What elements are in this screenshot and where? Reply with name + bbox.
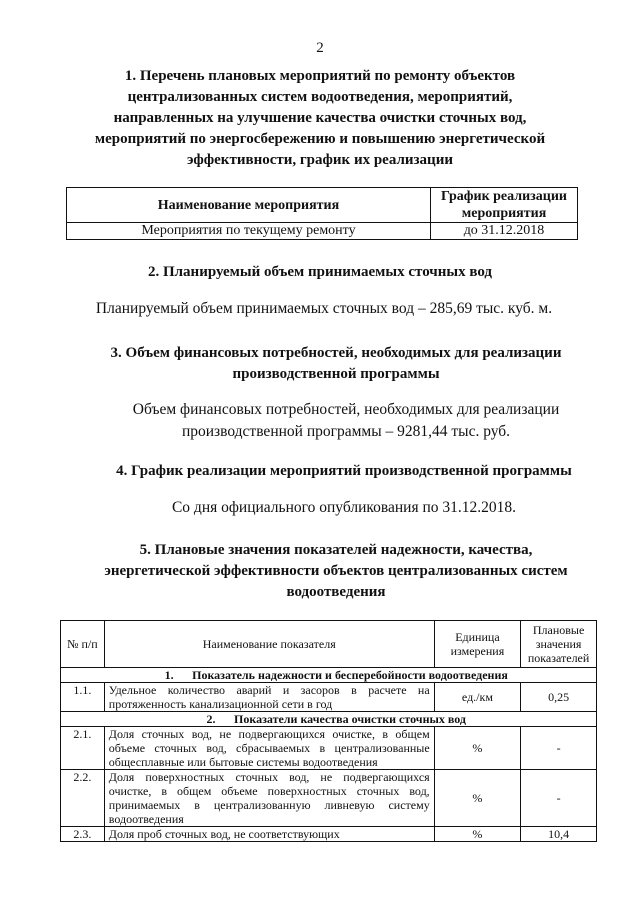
section-5-heading-line: водоотведения xyxy=(286,584,386,600)
indicator-name: Удельное количество аварий и засоров в расчете на протяженность канализационной сети в год xyxy=(104,683,434,712)
section-1-heading-line: мероприятий по энергосбережению и повышению энергетической xyxy=(94,131,546,147)
indicator-value: - xyxy=(521,770,597,827)
indicator-unit: % xyxy=(434,727,520,770)
page-number: 2 xyxy=(316,40,324,56)
col-unit: Единица измерения xyxy=(434,621,520,668)
activities-table xyxy=(66,187,578,240)
section-3-text-line: Объем финансовых потребностей, необходимых для реализации xyxy=(132,401,560,418)
table-row xyxy=(61,683,597,712)
group-row xyxy=(61,712,597,727)
indicator-unit: % xyxy=(434,827,520,842)
section-3-heading xyxy=(16,343,640,385)
section-1-heading-line: направленных на улучшение качества очистки сточных вод, xyxy=(113,110,527,126)
indicator-name: Доля проб сточных вод, не соответствующих xyxy=(104,827,434,842)
group-1-cell xyxy=(61,668,597,683)
table-row xyxy=(61,827,597,842)
row-number: 2.3. xyxy=(61,827,105,842)
row-number: 1.1. xyxy=(61,683,105,712)
col-indicator-name: Наименование показателя xyxy=(104,621,434,668)
section-5-heading xyxy=(16,540,640,603)
indicator-value: - xyxy=(521,727,597,770)
activity-name-cell: Мероприятия по текущему ремонту xyxy=(67,223,431,240)
table-row xyxy=(61,727,597,770)
section-4-heading: 4. График реализации мероприятий производственной программы xyxy=(116,463,572,479)
row-number: 2.2. xyxy=(61,770,105,827)
group-1-title: Показатель надежности и бесперебойности водоотведения xyxy=(192,668,508,682)
table-row xyxy=(67,223,578,240)
indicators-table xyxy=(60,620,597,842)
section-3-heading-line: 3. Объем финансовых потребностей, необходимых для реализации xyxy=(110,345,562,361)
group-2-number: 2. xyxy=(206,712,216,726)
section-1-heading-line: централизованных систем водоотведения, мероприятий, xyxy=(127,89,513,105)
section-4-text: Со дня официального опубликования по 31.12.2018. xyxy=(171,499,517,516)
indicator-value: 0,25 xyxy=(521,683,597,712)
section-5-heading-line: энергетической эффективности объектов централизованных систем xyxy=(104,563,568,579)
indicator-name: Доля поверхностных сточных вод, не подвергающихся очистке, в общем объеме поверхностных сточных вод, принимаемых в централизованную ливневую систему водоотведения xyxy=(104,770,434,827)
group-2-title: Показатели качества очистки сточных вод xyxy=(234,712,466,726)
section-3-heading-line: производственной программы xyxy=(232,366,440,382)
col-activity-name: Наименование мероприятия xyxy=(67,188,431,223)
group-2-cell xyxy=(61,712,597,727)
activities-table-header xyxy=(67,188,578,223)
indicator-unit: % xyxy=(434,770,520,827)
table-row xyxy=(61,770,597,827)
indicators-table-header xyxy=(61,621,597,668)
col-planned-value: Плановые значения показателей xyxy=(521,621,597,668)
section-2-heading: 2. Планируемый объем принимаемых сточных вод xyxy=(147,264,493,280)
indicator-value: 10,4 xyxy=(521,827,597,842)
section-3-text-line: производственной программы – 9281,44 тыс. руб. xyxy=(181,423,511,440)
group-1-number: 1. xyxy=(164,668,174,682)
col-schedule: График реализации мероприятия xyxy=(431,188,578,223)
section-1-heading-line: 1. Перечень плановых мероприятий по ремонту объектов xyxy=(124,68,516,84)
group-row xyxy=(61,668,597,683)
section-2-text: Планируемый объем принимаемых сточных вод – 285,69 тыс. куб. м. xyxy=(95,300,553,317)
section-5-heading-line: 5. Плановые значения показателей надежности, качества, xyxy=(139,542,533,558)
activity-schedule-cell: до 31.12.2018 xyxy=(431,223,578,240)
section-1-heading-line: эффективности, график их реализации xyxy=(187,152,453,168)
section-3-text xyxy=(26,399,640,443)
section-1-heading xyxy=(0,66,640,171)
indicator-unit: ед./км xyxy=(434,683,520,712)
indicator-name: Доля сточных вод, не подвергающихся очистке, в общем объеме сточных вод, сбрасываемых в централизованные общесплавные или бытовые системы водоотведения xyxy=(104,727,434,770)
col-num: № п/п xyxy=(61,621,105,668)
row-number: 2.1. xyxy=(61,727,105,770)
